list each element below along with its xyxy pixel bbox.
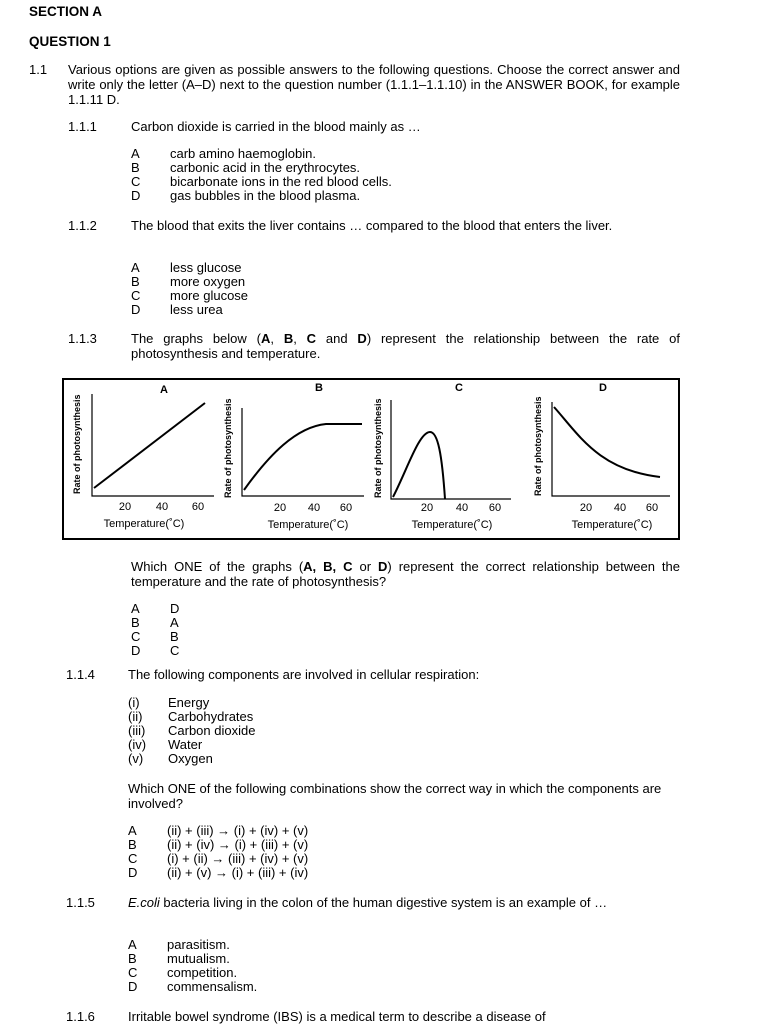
component-number: (v)	[128, 751, 144, 766]
text-part: ) represent the relationship between the rate of photosynthesis and temperature.	[131, 331, 680, 361]
option-letter: B	[128, 951, 137, 966]
component-text: Carbohydrates	[168, 709, 254, 724]
option-text: carb amino haemoglobin.	[170, 146, 316, 161]
option-text: D	[170, 601, 180, 616]
option-letter: C	[128, 965, 138, 980]
graph-panel-d	[533, 382, 670, 531]
x-axis-label: Temperature(˚C)	[571, 519, 653, 531]
component-text: Water	[168, 737, 203, 752]
graph-line	[94, 403, 205, 488]
option-text: parasitism.	[167, 937, 230, 952]
option-text: carbonic acid in the erythrocytes.	[170, 160, 361, 175]
axes	[391, 400, 511, 499]
text-part: and	[316, 331, 358, 346]
option-letter: D	[128, 865, 138, 880]
x-tick: 60	[645, 502, 659, 514]
photosynthesis-graphs	[62, 378, 680, 540]
option-letter: C	[131, 174, 141, 189]
question-number: 1.1	[29, 62, 48, 77]
option-text: commensalism.	[167, 979, 258, 994]
option-text: more oxygen	[170, 274, 246, 289]
question-prompt: Which ONE of the following combinations show the correct way in which the components are involved?	[128, 781, 662, 811]
text-part: or	[352, 559, 379, 574]
option-letter: A	[128, 823, 137, 838]
option-letter: A	[131, 601, 140, 616]
panel-title: D	[599, 382, 607, 394]
text-part: ,	[293, 331, 307, 346]
text-part: B	[283, 331, 294, 346]
question-text	[128, 895, 680, 910]
component-number: (iii)	[128, 723, 146, 738]
instructions	[68, 62, 680, 107]
question-text	[131, 331, 680, 361]
option-letter: C	[131, 629, 141, 644]
option-text: gas bubbles in the blood plasma.	[170, 188, 361, 203]
text-part: A, B, C	[303, 559, 353, 574]
question-number: 1.1.4	[66, 667, 95, 682]
component-number: (i)	[128, 695, 140, 710]
option-text: (i) + (ii) → (iii) + (iv) + (v)	[167, 851, 309, 866]
option-text: C	[170, 643, 180, 658]
text-part: The graphs below (	[131, 331, 261, 346]
component-number: (ii)	[128, 709, 143, 724]
component-text: Energy	[168, 695, 210, 710]
graph-panel-a	[72, 384, 214, 530]
option-letter: B	[131, 615, 140, 630]
panel-title: B	[315, 382, 323, 394]
question-number: 1.1.3	[68, 331, 97, 346]
instructions-text: Various options are given as possible answers to the following questions. Choose the correct answer and write only the letter (A–D) next to the question number (1.1.1–1.1.10) in the ANSWER BOOK, for example 1.1.11 D.	[68, 62, 680, 107]
x-tick: 40	[307, 502, 321, 514]
question-number: 1.1.2	[68, 218, 97, 233]
x-tick: 20	[118, 501, 132, 513]
option-text: more glucose	[170, 288, 249, 303]
x-tick: 60	[488, 502, 502, 514]
option-text: competition.	[167, 965, 238, 980]
option-letter: B	[128, 837, 137, 852]
option-letter: D	[128, 979, 138, 994]
option-letter: A	[128, 937, 137, 952]
text-part: D	[378, 559, 388, 574]
x-axis-label: Temperature(˚C)	[267, 519, 349, 531]
question-text: Carbon dioxide is carried in the blood mainly as …	[131, 119, 421, 134]
question-text: Irritable bowel syndrome (IBS) is a medical term to describe a disease of	[128, 1009, 546, 1024]
axes	[242, 408, 364, 496]
x-axis-label: Temperature(˚C)	[103, 518, 185, 530]
question-number: 1.1.6	[66, 1009, 95, 1024]
axes	[552, 402, 670, 496]
question-text: The following components are involved in cellular respiration:	[128, 667, 480, 682]
option-letter: C	[131, 288, 141, 303]
text-part: D	[357, 331, 367, 346]
question-text: The blood that exits the liver contains … compared to the blood that enters the liver.	[131, 218, 613, 233]
x-tick: 40	[455, 502, 469, 514]
option-letter: B	[131, 274, 140, 289]
component-text: Oxygen	[168, 751, 213, 766]
option-text: (ii) + (v) → (i) + (iii) + (iv)	[167, 865, 309, 880]
x-tick: 40	[155, 501, 169, 513]
option-text: B	[170, 629, 179, 644]
graph-line	[244, 424, 362, 490]
option-text: bicarbonate ions in the red blood cells.	[170, 174, 392, 189]
text-part: Which ONE of the graphs (	[131, 559, 304, 574]
x-axis-label: Temperature(˚C)	[411, 519, 493, 531]
graph-line	[393, 432, 445, 499]
text-part: bacteria living in the colon of the human digestive system is an example of …	[159, 895, 608, 910]
option-text: (ii) + (iv) → (i) + (iii) + (v)	[167, 837, 309, 852]
question-number: 1.1.5	[66, 895, 95, 910]
x-tick: 20	[579, 502, 593, 514]
x-tick: 20	[273, 502, 287, 514]
y-axis-label: Rate of photosynthesis	[533, 396, 543, 496]
y-axis-label: Rate of photosynthesis	[373, 398, 383, 498]
question-number: 1.1.1	[68, 119, 97, 134]
component-number: (iv)	[128, 737, 147, 752]
option-text: A	[170, 615, 179, 630]
option-letter: A	[131, 260, 140, 275]
graph-panel-b	[223, 382, 364, 531]
x-tick: 60	[339, 502, 353, 514]
text-part: ) represent the correct relationship between the temperature and the rate of photosynthesis?	[131, 559, 680, 589]
option-text: mutualism.	[167, 951, 230, 966]
text-part: A	[260, 331, 271, 346]
option-letter: C	[128, 851, 138, 866]
question-prompt	[131, 559, 680, 589]
y-axis-label: Rate of photosynthesis	[223, 398, 233, 498]
section-heading: SECTION A	[29, 4, 103, 19]
question-heading: QUESTION 1	[29, 34, 111, 49]
option-text: less urea	[170, 302, 223, 317]
y-axis-label: Rate of photosynthesis	[72, 394, 82, 494]
x-tick: 20	[420, 502, 434, 514]
x-tick: 40	[613, 502, 627, 514]
option-letter: D	[131, 302, 141, 317]
option-letter: A	[131, 146, 140, 161]
text-part: ,	[270, 331, 284, 346]
graph-panel-c	[373, 382, 511, 531]
text-part: C	[306, 331, 317, 346]
graph-line	[554, 407, 660, 477]
option-letter: D	[131, 643, 141, 658]
x-tick: 60	[191, 501, 205, 513]
graphs-svg	[64, 380, 678, 538]
panel-title: C	[455, 382, 463, 394]
component-text: Carbon dioxide	[168, 723, 256, 738]
panel-title: A	[160, 384, 168, 396]
option-letter: D	[131, 188, 141, 203]
option-text: (ii) + (iii) → (i) + (iv) + (v)	[167, 823, 309, 838]
species-name: E.coli	[128, 895, 160, 910]
option-text: less glucose	[170, 260, 242, 275]
option-letter: B	[131, 160, 140, 175]
